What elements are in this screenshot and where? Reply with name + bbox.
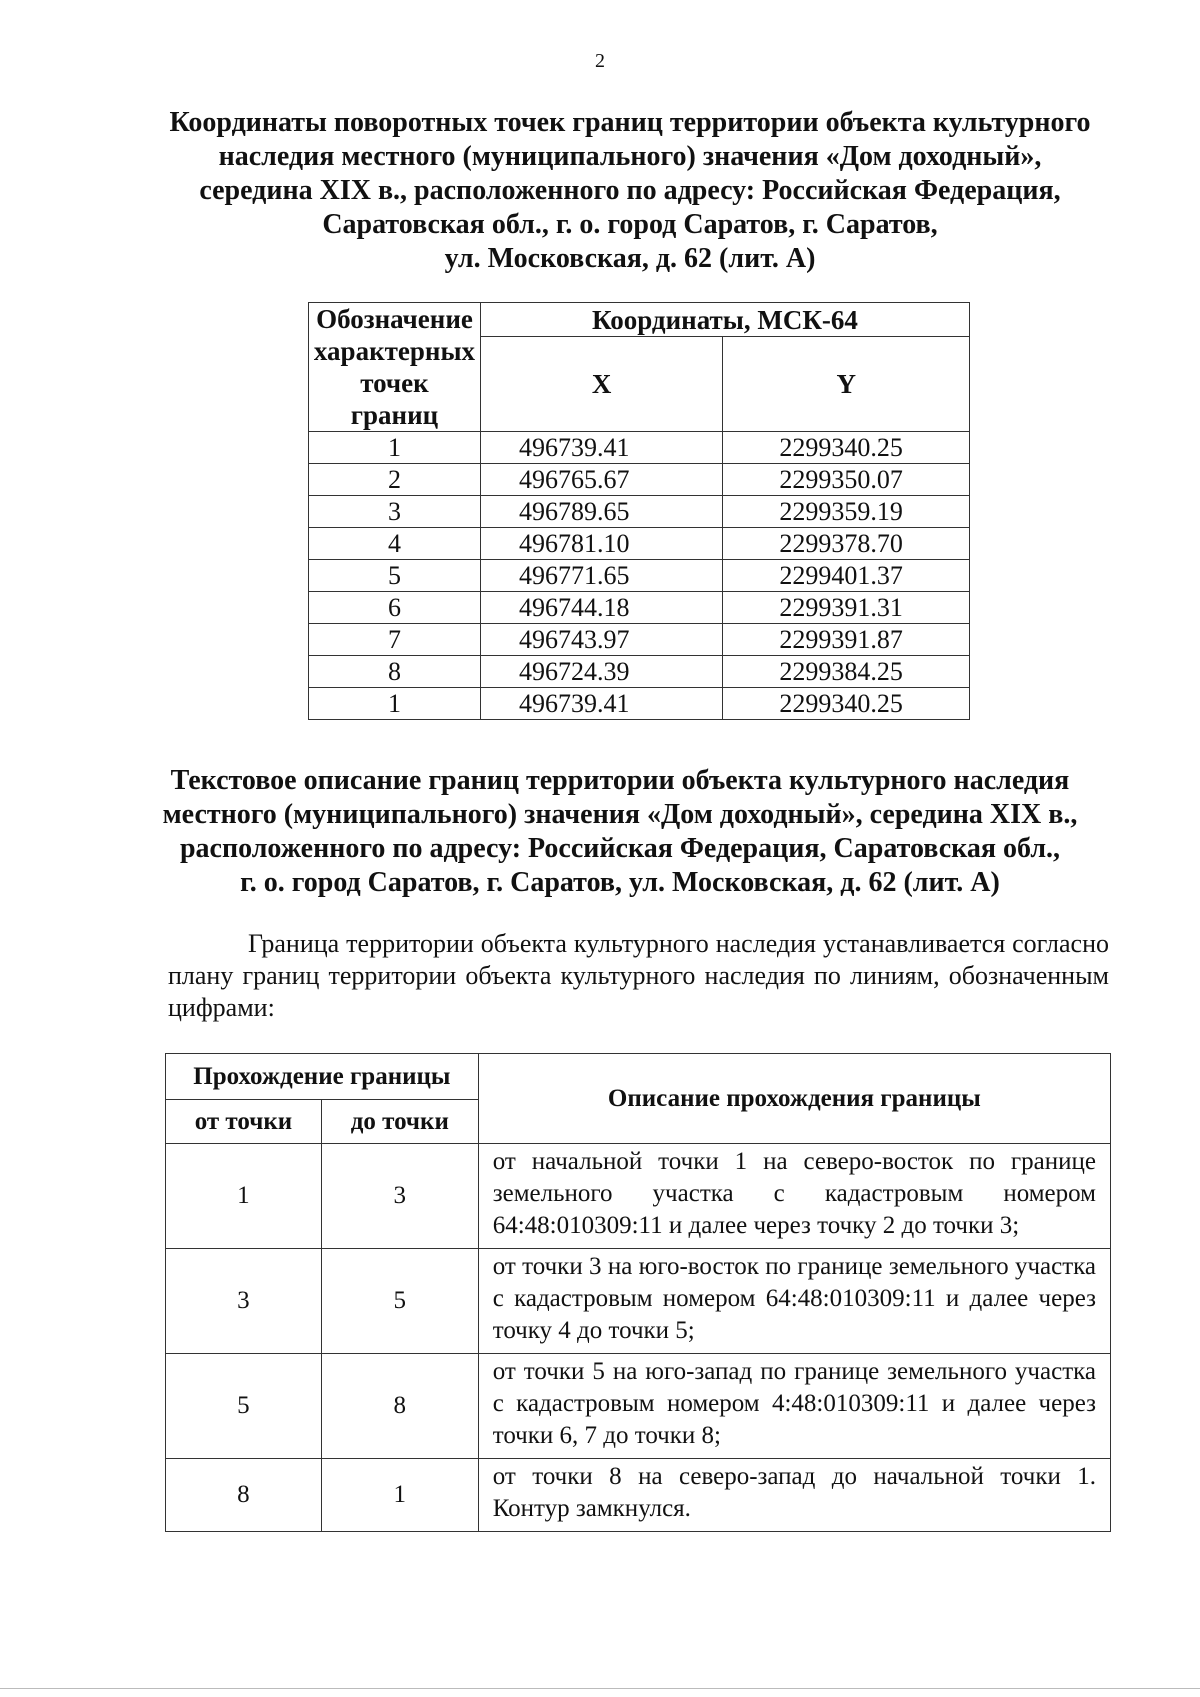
intro-paragraph: Граница территории объекта культурного наследия устанавливается согласно плану границ территории объекта культурного наследия по линиям, обозначенным цифрами:	[168, 929, 1109, 1022]
table-row	[309, 688, 970, 720]
to-cell: 5	[321, 1249, 478, 1354]
from-cell: 1	[166, 1144, 322, 1249]
point-cell: 2	[309, 464, 481, 496]
y-cell: 2299391.87	[723, 624, 970, 656]
table-row	[166, 1459, 1111, 1532]
description-cell: от точки 3 на юго-восток по границе земельного участка с кадастровым номером 64:48:010309:11 и далее через точку 4 до точки 5;	[478, 1249, 1110, 1354]
table-row	[309, 560, 970, 592]
table-row	[309, 528, 970, 560]
header-points	[309, 303, 481, 432]
y-cell: 2299384.25	[723, 656, 970, 688]
x-cell: 496789.65	[480, 496, 722, 528]
y-cell: 2299391.31	[723, 592, 970, 624]
header-to: до точки	[321, 1100, 478, 1144]
point-cell: 5	[309, 560, 481, 592]
point-cell: 1	[309, 432, 481, 464]
table-row	[309, 496, 970, 528]
heading-line: Текстовое описание границ территории объекта культурного наследия	[170, 765, 1070, 796]
y-cell: 2299401.37	[723, 560, 970, 592]
point-cell: 1	[309, 688, 481, 720]
from-cell: 3	[166, 1249, 322, 1354]
y-cell: 2299340.25	[723, 688, 970, 720]
table-row	[309, 464, 970, 496]
heading-line: Координаты поворотных точек границ территории объекта культурного	[169, 107, 1091, 138]
point-cell: 7	[309, 624, 481, 656]
point-cell: 4	[309, 528, 481, 560]
table-row	[166, 1144, 1111, 1249]
x-cell: 496781.10	[480, 528, 722, 560]
description-cell: от точки 8 на северо-запад до начальной точки 1. Контур замкнулся.	[478, 1459, 1110, 1532]
table-row	[166, 1249, 1111, 1354]
heading-line: наследия местного (муниципального) значения «Дом доходный»,	[218, 141, 1042, 172]
description-cell: от начальной точки 1 на северо-восток по границе земельного участка с кадастровым номером 64:48:010309:11 и далее через точку 2 до точки 3;	[478, 1144, 1110, 1249]
header-passage: Прохождение границы	[166, 1054, 479, 1100]
to-cell: 1	[321, 1459, 478, 1532]
header-description: Описание прохождения границы	[478, 1054, 1110, 1144]
header-from: от точки	[166, 1100, 322, 1144]
header-x: X	[480, 337, 722, 432]
x-cell: 496765.67	[480, 464, 722, 496]
y-cell: 2299350.07	[723, 464, 970, 496]
header-y: Y	[723, 337, 970, 432]
from-cell: 5	[166, 1354, 322, 1459]
table-row	[309, 592, 970, 624]
heading-line: местного (муниципального) значения «Дом доходный», середина XIX в.,	[162, 799, 1078, 830]
heading-line: ул. Московская, д. 62 (лит. А)	[444, 243, 816, 274]
y-cell: 2299359.19	[723, 496, 970, 528]
from-cell: 8	[166, 1459, 322, 1532]
page-bottom-rule	[0, 1688, 1200, 1689]
point-cell: 6	[309, 592, 481, 624]
coordinates-table	[308, 302, 970, 720]
y-cell: 2299340.25	[723, 432, 970, 464]
table-row	[309, 624, 970, 656]
description-cell: от точки 5 на юго-запад по границе земельного участка с кадастровым номером 4:48:010309:11 и далее через точки 6, 7 до точки 8;	[478, 1354, 1110, 1459]
table-row	[309, 432, 970, 464]
heading-line: расположенного по адресу: Российская Федерация, Саратовская обл.,	[179, 833, 1061, 864]
x-cell: 496744.18	[480, 592, 722, 624]
page-number: 2	[595, 50, 605, 72]
coordinates-heading	[130, 106, 1130, 276]
y-cell: 2299378.70	[723, 528, 970, 560]
header-points-line: Обозначение	[316, 304, 473, 334]
heading-line: г. о. город Саратов, г. Саратов, ул. Московская, д. 62 (лит. А)	[240, 867, 1000, 898]
point-cell: 8	[309, 656, 481, 688]
header-points-line: точек	[360, 368, 429, 398]
point-cell: 3	[309, 496, 481, 528]
table-row	[166, 1354, 1111, 1459]
to-cell: 8	[321, 1354, 478, 1459]
heading-line: середина XIX в., расположенного по адресу: Российская Федерация,	[199, 175, 1061, 206]
x-cell: 496771.65	[480, 560, 722, 592]
boundary-route-table	[165, 1053, 1111, 1532]
x-cell: 496724.39	[480, 656, 722, 688]
x-cell: 496739.41	[480, 688, 722, 720]
to-cell: 3	[321, 1144, 478, 1249]
x-cell: 496739.41	[480, 432, 722, 464]
header-points-line: границ	[350, 400, 439, 430]
header-points-line: характерных	[313, 336, 476, 366]
description-heading	[120, 764, 1120, 900]
x-cell: 496743.97	[480, 624, 722, 656]
header-coordinates: Координаты, МСК-64	[480, 303, 969, 337]
heading-line: Саратовская обл., г. о. город Саратов, г. Саратов,	[322, 209, 938, 240]
table-row	[309, 656, 970, 688]
